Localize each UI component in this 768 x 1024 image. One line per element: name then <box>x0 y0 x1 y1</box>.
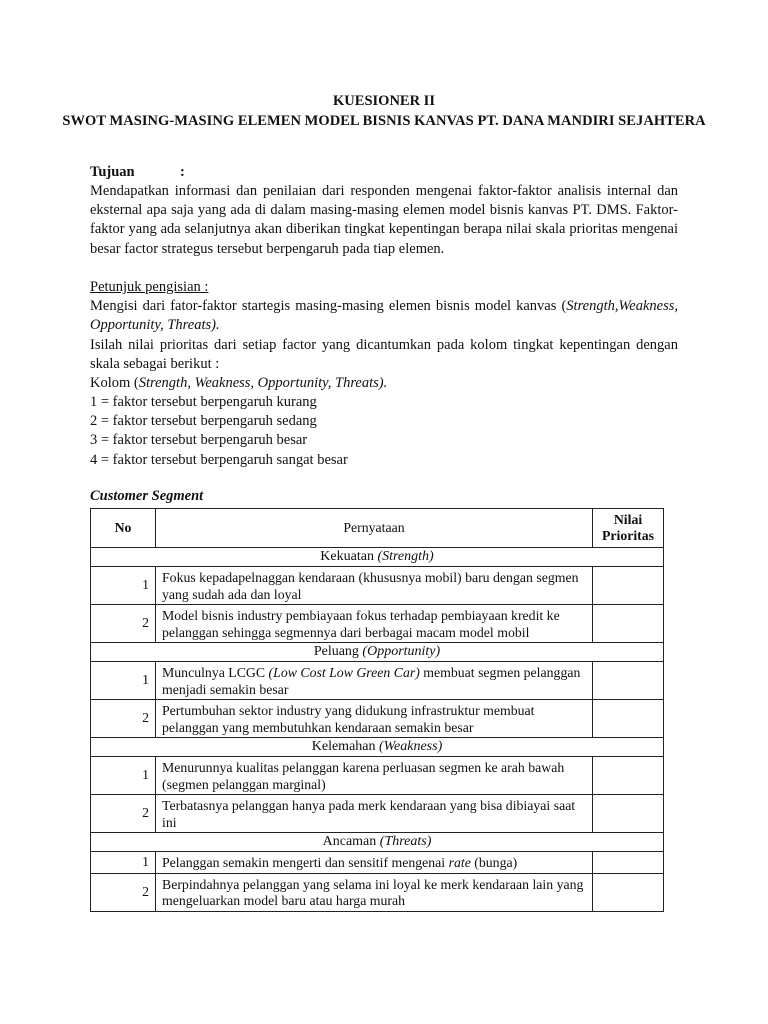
row-statement: Pelanggan semakin mengerti dan sensitif mengenai rate (bunga) <box>156 852 593 874</box>
header-value-line2: Prioritas <box>601 528 655 543</box>
row-number: 1 <box>91 567 156 605</box>
table-row <box>91 852 664 874</box>
scale-item: 3 = faktor tersebut berpengaruh besar <box>90 432 308 449</box>
petunjuk-p1-italic: Strength,Weakness, Opportunity, Threats). <box>90 298 678 334</box>
section-row-threats <box>91 833 664 852</box>
header-value <box>593 509 664 548</box>
row-statement: Munculnya LCGC (Low Cost Low Green Car) membuat segmen pelanggan menjadi semakin besar <box>156 662 593 700</box>
row-number: 1 <box>91 662 156 700</box>
kolom-text: Kolom ( <box>90 375 139 391</box>
priority-value-cell[interactable] <box>593 852 664 874</box>
tujuan-label: Tujuan <box>90 164 135 180</box>
header-no: No <box>91 509 156 548</box>
row-statement: Berpindahnya pelanggan yang selama ini loyal ke merk kendaraan lain yang mengeluarkan model baru atau harga murah <box>156 873 593 911</box>
row-statement: Terbatasnya pelanggan hanya pada merk kendaraan yang bisa dibiayai saat ini <box>156 795 593 833</box>
table-row <box>91 700 664 738</box>
table-row <box>91 662 664 700</box>
row-statement: Pertumbuhan sektor industry yang didukung infrastruktur membuat pelanggan yang membutuhkan kendaraan semakin besar <box>156 700 593 738</box>
tujuan-colon: : <box>180 164 185 180</box>
section-row-weakness <box>91 738 664 757</box>
section-label: Kelemahan (Weakness) <box>91 738 664 757</box>
table-row <box>91 567 664 605</box>
segment-title: Customer Segment <box>90 488 204 504</box>
kolom-italic: Strength, Weakness, Opportunity, Threats). <box>138 375 388 391</box>
petunjuk-p1-text: Mengisi dari fator-faktor startegis masing-masing elemen bisnis model kanvas ( <box>90 298 567 314</box>
row-number: 1 <box>91 852 156 874</box>
header-value-line1: Nilai <box>613 511 643 527</box>
row-number: 2 <box>91 700 156 738</box>
table-row <box>91 757 664 795</box>
table-row <box>91 795 664 833</box>
row-number: 2 <box>91 873 156 911</box>
row-statement: Menurunnya kualitas pelanggan karena perluasan segmen ke arah bawah (segmen pelanggan marginal) <box>156 757 593 795</box>
section-label: Peluang (Opportunity) <box>91 643 664 662</box>
tujuan-heading <box>90 163 678 182</box>
priority-value-cell[interactable] <box>593 873 664 911</box>
priority-value-cell[interactable] <box>593 662 664 700</box>
table-header-row <box>91 509 664 548</box>
scale-item: 4 = faktor tersebut berpengaruh sangat besar <box>90 451 348 468</box>
section-label: Kekuatan (Strength) <box>91 548 664 567</box>
scale-list <box>90 393 678 470</box>
petunjuk-heading: Petunjuk pengisian : <box>90 279 209 295</box>
table-row <box>91 605 664 643</box>
document-subtitle: SWOT MASING-MASING ELEMEN MODEL BISNIS KANVAS PT. DANA MANDIRI SEJAHTERA <box>62 113 706 129</box>
row-statement: Model bisnis industry pembiayaan fokus terhadap pembiayaan kredit ke pelanggan sehingga segmennya dari berbagai macam model mobil <box>156 605 593 643</box>
scale-item: 2 = faktor tersebut berpengaruh sedang <box>90 413 317 430</box>
header-statement: Pernyataan <box>156 509 593 548</box>
swot-table <box>90 508 664 912</box>
section-label: Ancaman (Threats) <box>91 833 664 852</box>
kolom-line <box>90 374 678 393</box>
tujuan-paragraph: Mendapatkan informasi dan penilaian dari responden mengenai faktor-faktor analisis internal dan eksternal apa saja yang ada di dalam masing-masing elemen model bisnis kanvas PT. DMS. Faktor-faktor yang ada selanjutnya akan diberikan tingkat kepentingan berapa nilai skala prioritas mengenai besar factor strategus tersebut berpengaruh pada tiap elemen. <box>90 183 678 257</box>
petunjuk-paragraph-2: Isilah nilai prioritas dari setiap factor yang dicantumkan pada kolom tingkat kepentingan dengan skala sebagai berikut : <box>90 337 678 373</box>
section-row-opportunity <box>91 643 664 662</box>
row-statement: Fokus kepadapelnaggan kendaraan (khususnya mobil) baru dengan segmen yang sudah ada dan loyal <box>156 567 593 605</box>
section-row-strength <box>91 548 664 567</box>
priority-value-cell[interactable] <box>593 757 664 795</box>
priority-value-cell[interactable] <box>593 567 664 605</box>
table-row <box>91 873 664 911</box>
priority-value-cell[interactable] <box>593 700 664 738</box>
priority-value-cell[interactable] <box>593 605 664 643</box>
row-number: 1 <box>91 757 156 795</box>
priority-value-cell[interactable] <box>593 795 664 833</box>
scale-item: 1 = faktor tersebut berpengaruh kurang <box>90 394 317 410</box>
row-number: 2 <box>91 795 156 833</box>
petunjuk-paragraph-1 <box>90 297 678 335</box>
document-title: KUESIONER II <box>333 93 435 109</box>
row-number: 2 <box>91 605 156 643</box>
